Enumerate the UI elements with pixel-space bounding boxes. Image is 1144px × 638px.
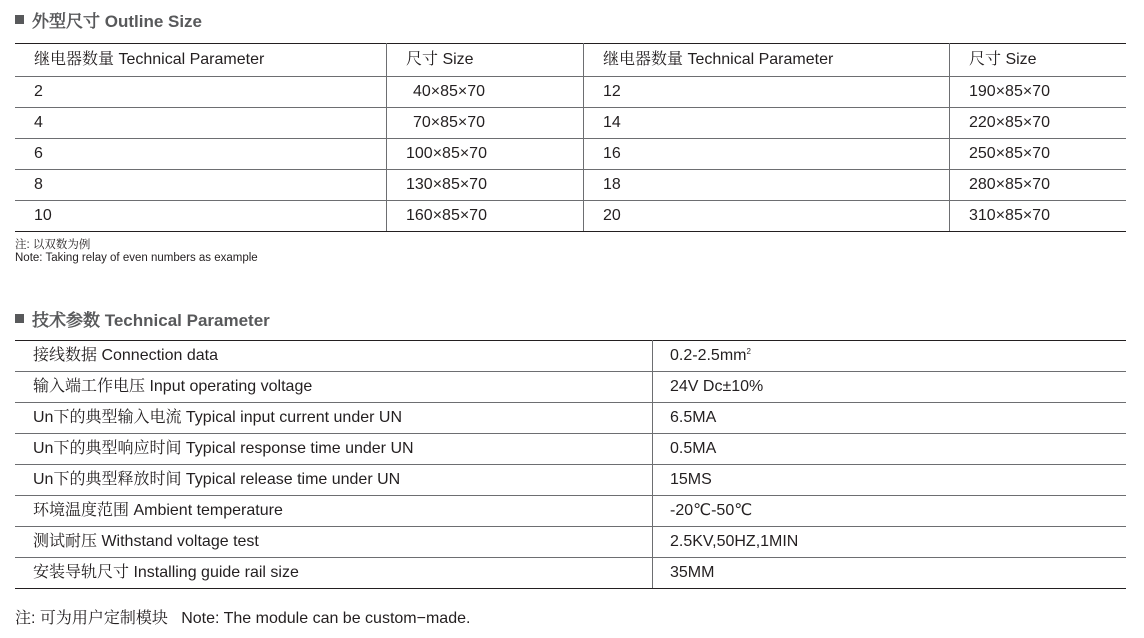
parameter-label: Un下的典型响应时间 Typical response time under UN bbox=[15, 434, 653, 465]
parameter-value: -20℃-50℃ bbox=[653, 496, 1127, 527]
table-row bbox=[15, 496, 1126, 527]
table-row bbox=[15, 201, 1126, 232]
relay-count-cell: 14 bbox=[584, 108, 950, 139]
header-cell: 继电器数量 Technical Parameter bbox=[15, 44, 387, 77]
parameter-value: 6.5MA bbox=[653, 403, 1127, 434]
size-cell: 220×85×70 bbox=[950, 108, 1127, 139]
table-row bbox=[15, 139, 1126, 170]
size-cell: 70×85×70 bbox=[387, 108, 584, 139]
parameter-value: 15MS bbox=[653, 465, 1127, 496]
parameter-label: 测试耐压 Withstand voltage test bbox=[15, 527, 653, 558]
table-row bbox=[15, 108, 1126, 139]
size-cell: 310×85×70 bbox=[950, 201, 1127, 232]
outline-note-en: Note: Taking relay of even numbers as example bbox=[15, 252, 258, 264]
relay-count-cell: 20 bbox=[584, 201, 950, 232]
table-header-row bbox=[15, 44, 1126, 77]
size-cell: 280×85×70 bbox=[950, 170, 1127, 201]
outline-section-title bbox=[15, 7, 202, 32]
table-row bbox=[15, 465, 1126, 496]
table-row bbox=[15, 403, 1126, 434]
technical-parameter-table bbox=[15, 340, 1126, 589]
relay-count-cell: 18 bbox=[584, 170, 950, 201]
size-cell: 130×85×70 bbox=[387, 170, 584, 201]
table-row bbox=[15, 77, 1126, 108]
table-row bbox=[15, 170, 1126, 201]
relay-count-cell: 4 bbox=[15, 108, 387, 139]
header-cell: 尺寸 Size bbox=[387, 44, 584, 77]
parameter-value: 35MM bbox=[653, 558, 1127, 589]
relay-count-cell: 2 bbox=[15, 77, 387, 108]
technical-section-title bbox=[15, 306, 270, 331]
size-cell: 160×85×70 bbox=[387, 201, 584, 232]
outline-size-table bbox=[15, 43, 1126, 232]
table-row bbox=[15, 434, 1126, 465]
parameter-value: 2.5KV,50HZ,1MIN bbox=[653, 527, 1127, 558]
technical-title-text: 技术参数 Technical Parameter bbox=[32, 311, 270, 330]
relay-count-cell: 12 bbox=[584, 77, 950, 108]
bullet-square-icon bbox=[15, 314, 24, 323]
size-cell: 40×85×70 bbox=[387, 77, 584, 108]
relay-count-cell: 6 bbox=[15, 139, 387, 170]
size-cell: 250×85×70 bbox=[950, 139, 1127, 170]
parameter-value: 24V Dc±10% bbox=[653, 372, 1127, 403]
relay-count-cell: 16 bbox=[584, 139, 950, 170]
parameter-label: 输入端工作电压 Input operating voltage bbox=[15, 372, 653, 403]
parameter-label: Un下的典型释放时间 Typical release time under UN bbox=[15, 465, 653, 496]
parameter-label: Un下的典型输入电流 Typical input current under UN bbox=[15, 403, 653, 434]
table-row bbox=[15, 341, 1126, 372]
relay-count-cell: 10 bbox=[15, 201, 387, 232]
table-row bbox=[15, 558, 1126, 589]
header-cell: 尺寸 Size bbox=[950, 44, 1127, 77]
parameter-label: 安装导轨尺寸 Installing guide rail size bbox=[15, 558, 653, 589]
bullet-square-icon bbox=[15, 15, 24, 24]
table-row bbox=[15, 372, 1126, 403]
parameter-value bbox=[653, 341, 1127, 372]
custom-made-note: 注: 可为用户定制模块 Note: The module can be custom−made. bbox=[15, 610, 471, 627]
size-cell: 100×85×70 bbox=[387, 139, 584, 170]
parameter-value-text: 0.2-2.5mm bbox=[670, 347, 747, 364]
relay-count-cell: 8 bbox=[15, 170, 387, 201]
outline-title-text: 外型尺寸 Outline Size bbox=[32, 12, 203, 31]
parameter-label: 环境温度范围 Ambient temperature bbox=[15, 496, 653, 527]
header-cell: 继电器数量 Technical Parameter bbox=[584, 44, 950, 77]
outline-note-cn: 注: 以双数为例 bbox=[15, 239, 91, 251]
superscript: 2 bbox=[746, 347, 751, 356]
table-row bbox=[15, 527, 1126, 558]
parameter-label: 接线数据 Connection data bbox=[15, 341, 653, 372]
parameter-value: 0.5MA bbox=[653, 434, 1127, 465]
size-cell: 190×85×70 bbox=[950, 77, 1127, 108]
